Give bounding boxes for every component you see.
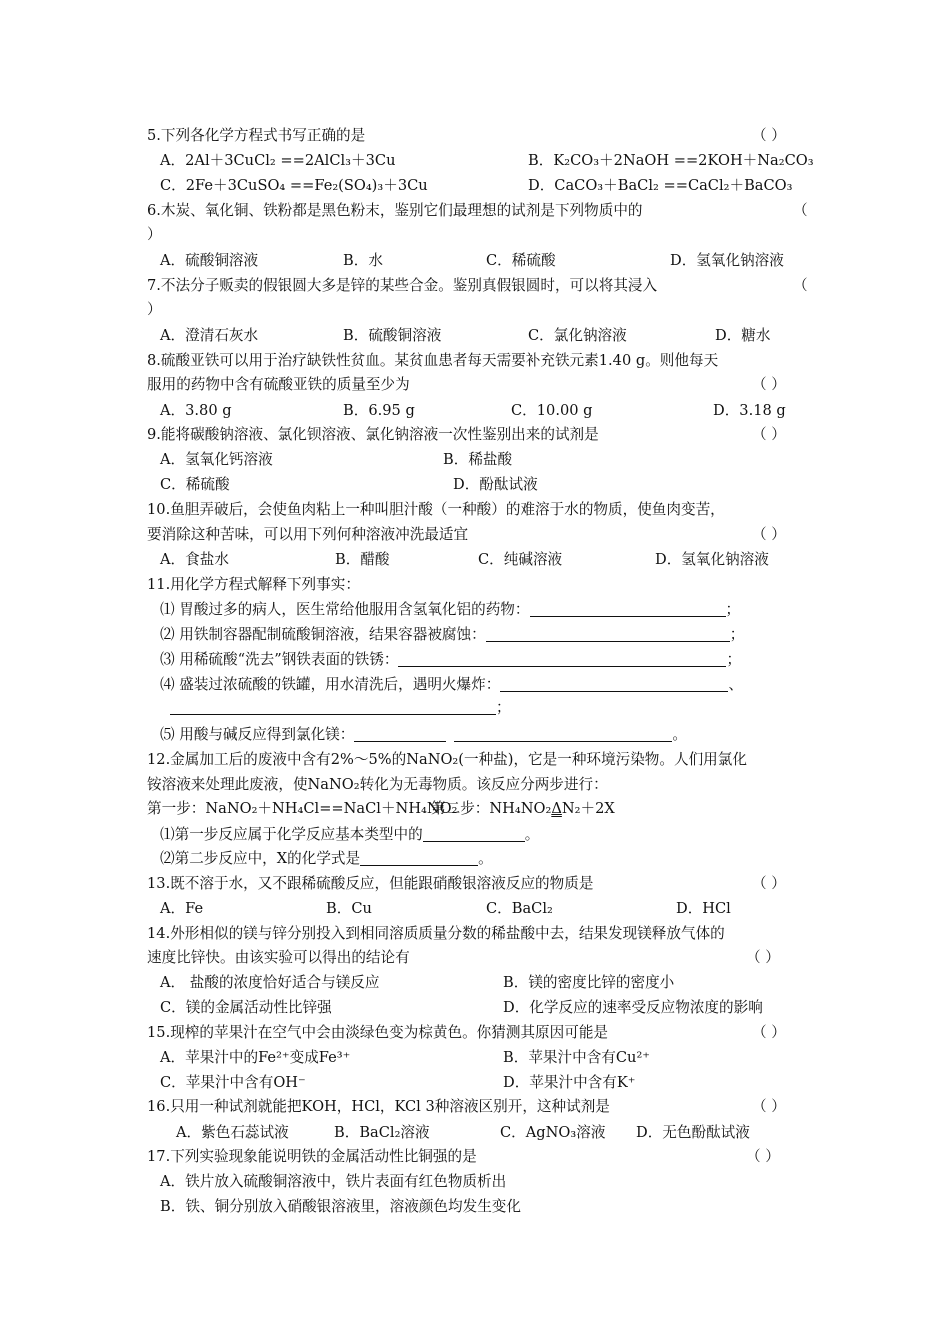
q17-option-a: A．铁片放入硫酸铜溶液中，铁片表面有红色物质析出	[160, 1173, 507, 1190]
q12-part-1	[160, 825, 539, 845]
q7-option-a: A．澄清石灰水	[160, 327, 259, 344]
q15-stem: 15.现榨的苹果汁在空气中会由淡绿色变为棕黄色。你猜测其原因可能是	[147, 1024, 609, 1041]
q11-item-5-blank-a[interactable]	[354, 726, 446, 742]
q14-option-a: A． 盐酸的浓度恰好适合与镁反应	[160, 974, 380, 991]
q5-option-d: D．CaCO₃＋BaCl₂ ==CaCl₂＋BaCO₃	[528, 177, 793, 194]
q13-option-d: D．HCl	[676, 900, 731, 917]
q12-stem-line1: 12.金属加工后的废液中含有2%～5%的NaNO₂(一种盐)，它是一种环境污染物。人们用氯化	[147, 751, 747, 768]
q12-part-2	[160, 849, 493, 869]
q11-item-2	[160, 625, 744, 645]
q12-part-1-period: 。	[524, 826, 540, 843]
q17-stem: 17.下列实验现象能说明铁的金属活动性比铜强的是	[147, 1148, 477, 1165]
q10-option-d: D．氢氧化钠溶液	[655, 551, 769, 568]
q11-item-1-blank[interactable]	[530, 601, 726, 617]
q14-option-d: D．化学反应的速率受反应物浓度的影响	[503, 999, 763, 1016]
q15-option-c: C．苹果汁中含有OH⁻	[160, 1074, 306, 1091]
q5-stem: 5.下列各化学方程式书写正确的是	[147, 127, 366, 144]
q9-option-a: A．氢氧化钙溶液	[160, 451, 273, 468]
q7-option-b: B．硫酸铜溶液	[343, 327, 442, 344]
q17-option-b: B．铁、铜分别放入硝酸银溶液里，溶液颜色均发生变化	[160, 1198, 521, 1215]
q14-option-b: B．镁的密度比锌的密度小	[503, 974, 675, 991]
q15-answer-paren: （ ）	[752, 1024, 786, 1041]
q5-option-c: C．2Fe＋3CuSO₄ ==Fe₂(SO₄)₃＋3Cu	[160, 177, 428, 194]
q11-item-4-comma: 、	[728, 676, 743, 693]
q14-option-c: C．镁的金属活动性比锌强	[160, 999, 332, 1016]
q6-option-c: C．稀硫酸	[486, 252, 556, 269]
q11-item-2-semicolon: ；	[729, 626, 745, 643]
q13-option-a: A．Fe	[160, 900, 204, 917]
q11-item-1	[160, 600, 740, 620]
q12-step-2-reactant: 第二步：NH₄NO₂	[431, 800, 552, 817]
q7-option-d: D．糖水	[715, 327, 771, 344]
q8-option-b: B．6.95 g	[343, 402, 415, 419]
q9-option-d: D．酚酞试液	[453, 476, 538, 493]
q12-step-2-heat-sign: Δ	[551, 800, 562, 817]
q14-stem-line2: 速度比锌快。由该实验可以得出的结论有	[147, 949, 410, 966]
q10-stem-line2: 要消除这种苦味，可以用下列何种溶液冲洗最适宜	[147, 526, 469, 543]
q16-stem: 16.只用一种试剂就能把KOH，HCl，KCl 3种溶液区别开，这种试剂是	[147, 1098, 610, 1115]
q10-option-b: B．醋酸	[335, 551, 390, 568]
q6-option-d: D．氢氧化钠溶液	[670, 252, 784, 269]
q11-item-3-blank[interactable]	[398, 651, 726, 667]
q15-option-d: D．苹果汁中含有K⁺	[503, 1074, 636, 1091]
q7-paren-open: （	[793, 277, 808, 294]
q11-item-5-text: ⑸ 用酸与碱反应得到氯化镁：	[160, 726, 355, 743]
q11-stem: 11.用化学方程式解释下列事实：	[147, 576, 360, 593]
q10-option-a: A．食盐水	[160, 551, 229, 568]
q16-option-a: A．紫色石蕊试液	[176, 1124, 289, 1141]
q16-option-b: B．BaCl₂溶液	[334, 1124, 430, 1141]
q11-item-4-semicolon: ；	[496, 699, 511, 716]
q17-answer-paren: （ ）	[746, 1148, 780, 1165]
q7-paren-close: ）	[147, 301, 162, 318]
q11-item-4-continuation	[170, 698, 511, 718]
q7-stem: 7.不法分子贩卖的假银圆大多是锌的某些合金。鉴别真假银圆时，可以将其浸入	[147, 277, 658, 294]
q11-item-1-semicolon: ；	[725, 601, 741, 618]
q12-step-2	[431, 799, 615, 819]
q9-answer-paren: （ ）	[752, 426, 786, 443]
q5-answer-paren: （ ）	[752, 127, 786, 144]
q9-option-c: C．稀硫酸	[160, 476, 230, 493]
q5-option-b: B．K₂CO₃＋2NaOH ==2KOH＋Na₂CO₃	[528, 152, 814, 169]
q8-option-c: C．10.00 g	[511, 402, 593, 419]
q8-answer-paren: （ ）	[752, 376, 786, 393]
q13-answer-paren: （ ）	[752, 875, 786, 892]
q11-item-4-text: ⑷ 盛装过浓硫酸的铁罐，用水清洗后，遇明火爆炸：	[160, 676, 501, 693]
q6-stem: 6.木炭、氧化铜、铁粉都是黑色粉末，鉴别它们最理想的试剂是下列物质中的	[147, 202, 643, 219]
q13-option-c: C．BaCl₂	[486, 900, 553, 917]
q11-item-2-text: ⑵ 用铁制容器配制硫酸铜溶液，结果容器被腐蚀：	[160, 626, 486, 643]
q12-step-1: 第一步：NaNO₂＋NH₄Cl==NaCl＋NH₄NO₂	[147, 800, 458, 817]
q11-item-4-blank-a[interactable]	[500, 676, 728, 692]
q11-item-4-blank-b[interactable]	[170, 699, 496, 715]
q6-paren-open: （	[793, 202, 808, 219]
q12-stem-line2: 铵溶液来处理此废液，使NaNO₂转化为无毒物质。该反应分两步进行：	[147, 776, 608, 793]
q12-step-2-products: N₂＋2X	[561, 800, 615, 817]
q7-option-c: C．氯化钠溶液	[528, 327, 627, 344]
q11-item-2-blank[interactable]	[486, 626, 730, 642]
q13-stem: 13.既不溶于水，又不跟稀硫酸反应，但能跟硝酸银溶液反应的物质是	[147, 875, 594, 892]
q12-part-1-text: ⑴第一步反应属于化学反应基本类型中的	[160, 826, 423, 843]
q12-part-2-period: 。	[478, 850, 493, 867]
q12-part-2-text: ⑵第二步反应中，X的化学式是	[160, 850, 361, 867]
q11-item-5-period: 。	[672, 726, 687, 743]
q8-option-a: A．3.80 g	[160, 402, 232, 419]
q8-stem-line2: 服用的药物中含有硫酸亚铁的质量至少为	[147, 376, 410, 393]
q16-answer-paren: （ ）	[752, 1098, 786, 1115]
q8-option-d: D．3.18 g	[713, 402, 786, 419]
q8-stem-line1: 8.硫酸亚铁可以用于治疗缺铁性贫血。某贫血患者每天需要补充铁元素1.40 g。则他每天	[147, 352, 719, 369]
q10-option-c: C．纯碱溶液	[478, 551, 563, 568]
q6-option-b: B．水	[343, 252, 383, 269]
q10-answer-paren: （ ）	[752, 526, 786, 543]
q12-part-1-blank[interactable]	[423, 826, 525, 842]
q5-option-a: A．2Al＋3CuCl₂ ==2AlCl₃＋3Cu	[160, 152, 396, 169]
q14-answer-paren: （ ）	[746, 949, 780, 966]
q16-option-d: D．无色酚酞试液	[636, 1124, 750, 1141]
q11-item-5-blank-b[interactable]	[454, 726, 672, 742]
q11-item-5	[160, 725, 687, 745]
q15-option-a: A．苹果汁中的Fe²⁺变成Fe³⁺	[160, 1049, 351, 1066]
q12-part-2-blank[interactable]	[360, 850, 478, 866]
q13-option-b: B．Cu	[326, 900, 372, 917]
q9-stem: 9.能将碳酸钠溶液、氯化钡溶液、氯化钠溶液一次性鉴别出来的试剂是	[147, 426, 599, 443]
q16-option-c: C．AgNO₃溶液	[500, 1124, 606, 1141]
q6-option-a: A．硫酸铜溶液	[160, 252, 259, 269]
q15-option-b: B．苹果汁中含有Cu²⁺	[503, 1049, 650, 1066]
q11-item-3-text: ⑶ 用稀硫酸“洗去”钢铁表面的铁锈：	[160, 651, 399, 668]
q9-option-b: B．稀盐酸	[443, 451, 513, 468]
q11-item-1-text: ⑴ 胃酸过多的病人，医生常给他服用含氢氧化铝的药物：	[160, 601, 530, 618]
q11-item-3-semicolon: ；	[726, 651, 742, 668]
q10-stem-line1: 10.鱼胆弄破后，会使鱼肉粘上一种叫胆汁酸（一种酸）的难溶于水的物质，使鱼肉变苦，	[147, 501, 725, 518]
q6-paren-close: ）	[147, 226, 162, 243]
q14-stem-line1: 14.外形相似的镁与锌分别投入到相同溶质质量分数的稀盐酸中去，结果发现镁释放气体的	[147, 925, 725, 942]
q11-item-3	[160, 650, 741, 670]
q11-item-4	[160, 675, 743, 695]
